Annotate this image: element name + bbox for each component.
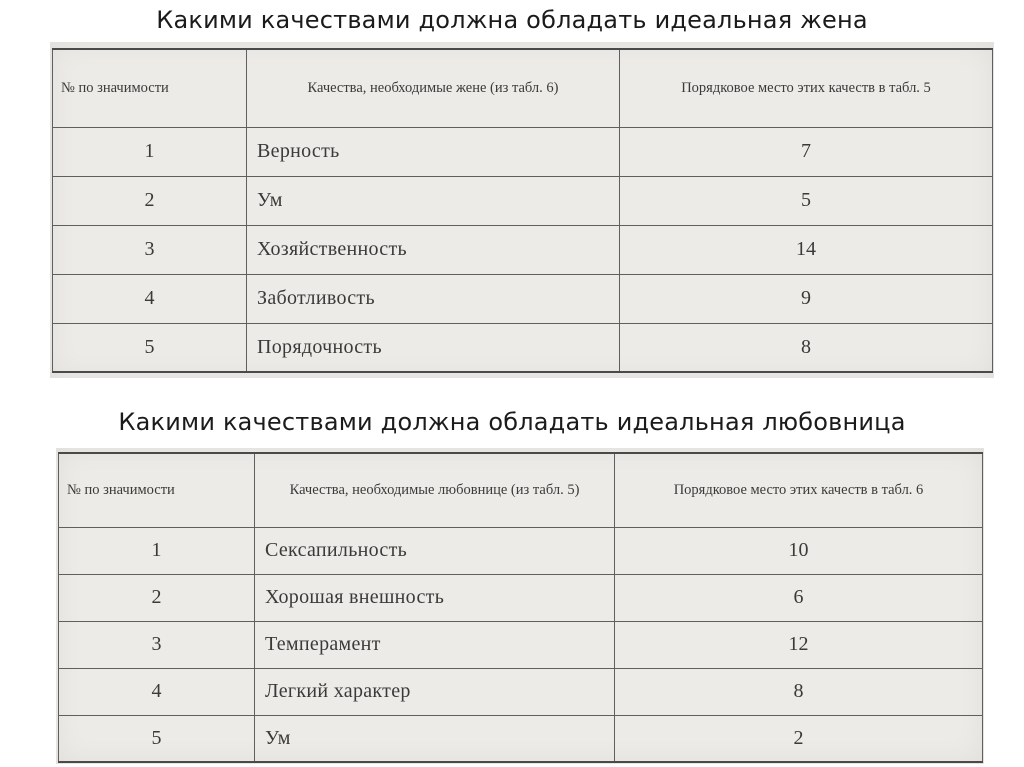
table2-title: Какими качествами должна обладать идеальная любовница <box>118 408 906 436</box>
position-cell: 6 <box>615 574 983 621</box>
table-row <box>53 274 993 323</box>
quality-cell: Темперамент <box>255 621 615 668</box>
quality-cell: Хорошая внешность <box>255 574 615 621</box>
col-header-quality: Качества, необходимые любовнице (из табл. 5) <box>255 453 615 527</box>
quality-cell: Хозяйственность <box>247 225 620 274</box>
position-cell: 9 <box>620 274 993 323</box>
col-header-rank-number: № по значимости <box>53 49 247 127</box>
table-row <box>59 621 983 668</box>
col-header-rank-number: № по значимости <box>59 453 255 527</box>
row-number: 4 <box>59 668 255 715</box>
quality-cell: Легкий характер <box>255 668 615 715</box>
col-header-quality: Качества, необходимые жене (из табл. 6) <box>247 49 620 127</box>
table1-title: Какими качествами должна обладать идеальная жена <box>156 6 868 34</box>
lover-qualities-table <box>58 452 983 763</box>
table-header-row <box>59 453 983 527</box>
position-cell: 8 <box>620 323 993 372</box>
table-header-row <box>53 49 993 127</box>
position-cell: 2 <box>615 715 983 762</box>
row-number: 5 <box>53 323 247 372</box>
table-row <box>53 176 993 225</box>
position-cell: 7 <box>620 127 993 176</box>
row-number: 3 <box>59 621 255 668</box>
position-cell: 10 <box>615 527 983 574</box>
wife-qualities-table <box>52 48 993 373</box>
quality-cell: Ум <box>255 715 615 762</box>
position-cell: 14 <box>620 225 993 274</box>
quality-cell: Верность <box>247 127 620 176</box>
table-row <box>59 668 983 715</box>
row-number: 2 <box>53 176 247 225</box>
table-row <box>53 225 993 274</box>
table-row <box>59 574 983 621</box>
table-row <box>53 323 993 372</box>
col-header-position: Порядковое место этих качеств в табл. 5 <box>620 49 993 127</box>
position-cell: 8 <box>615 668 983 715</box>
quality-cell: Порядочность <box>247 323 620 372</box>
col-header-position: Порядковое место этих качеств в табл. 6 <box>615 453 983 527</box>
row-number: 4 <box>53 274 247 323</box>
table-row <box>59 715 983 762</box>
table-row <box>59 527 983 574</box>
row-number: 1 <box>59 527 255 574</box>
quality-cell: Заботливость <box>247 274 620 323</box>
quality-cell: Ум <box>247 176 620 225</box>
quality-cell: Сексапильность <box>255 527 615 574</box>
row-number: 1 <box>53 127 247 176</box>
position-cell: 5 <box>620 176 993 225</box>
position-cell: 12 <box>615 621 983 668</box>
table-row <box>53 127 993 176</box>
row-number: 5 <box>59 715 255 762</box>
row-number: 2 <box>59 574 255 621</box>
row-number: 3 <box>53 225 247 274</box>
